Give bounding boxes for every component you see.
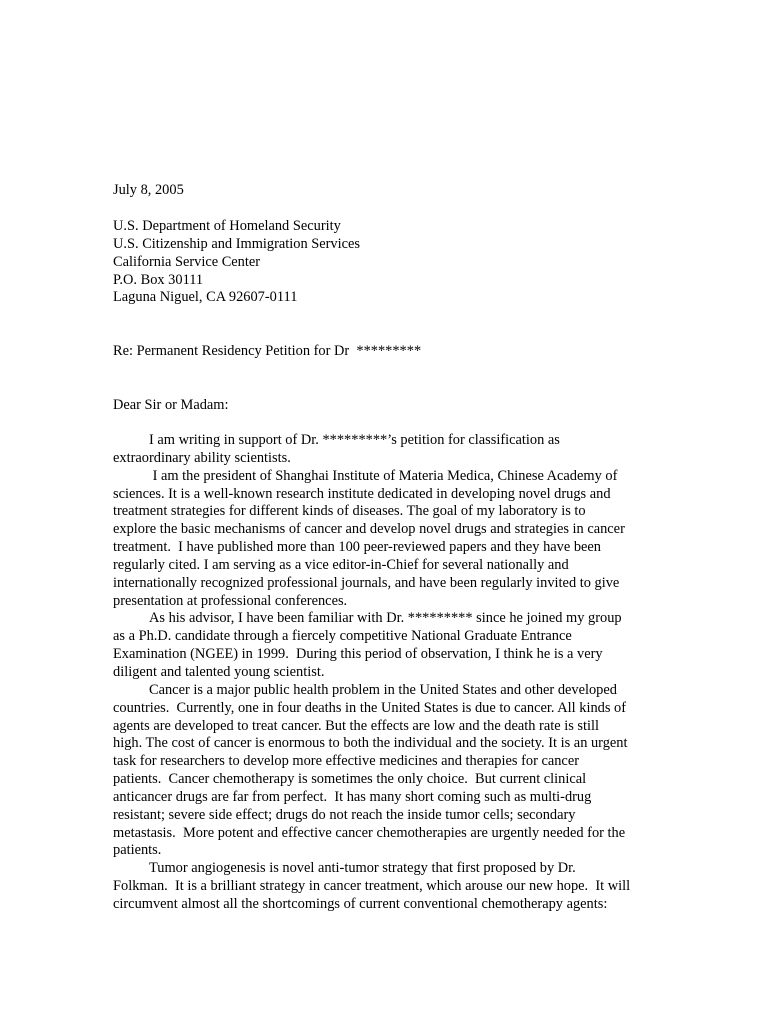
date-line: July 8, 2005 [113,182,184,198]
salutation-line: Dear Sir or Madam: [113,397,229,413]
body-line: anticancer drugs are far from perfect. It has many short coming such as multi-drug [113,788,592,805]
body-paragraph-1 [113,432,658,468]
body-line: high. The cost of cancer is enormous to both the individual and the society. It is an urgent [113,735,628,752]
address-line: Laguna Niguel, CA 92607-0111 [113,289,298,306]
letter-salutation [113,397,658,415]
recipient-address [113,218,658,307]
body-line: sciences. It is a well-known research institute dedicated in developing novel drugs and [113,485,611,502]
body-line: As his advisor, I have been familiar with Dr. ********* since he joined my group [149,610,622,627]
body-paragraph-2 [113,468,658,611]
body-line: I am writing in support of Dr. *********’s petition for classification as [149,432,560,448]
body-line: Folkman. It is a brilliant strategy in cancer treatment, which arouse our new hope. It will [113,878,631,895]
address-line: U.S. Citizenship and Immigration Services [113,235,361,252]
body-line: regularly cited. I am serving as a vice editor-in-Chief for several nationally and [113,556,569,573]
body-line: Examination (NGEE) in 1999. During this period of observation, I think he is a very [113,646,603,663]
body-line: patients. [113,842,162,859]
letter-subject [113,343,658,361]
body-line: I am the president of Shanghai Institute of Materia Medica, Chinese Academy of [149,467,618,484]
body-line: presentation at professional conferences. [113,592,348,609]
body-line: explore the basic mechanisms of cancer and develop novel drugs and strategies in cancer [113,521,625,538]
address-line: U.S. Department of Homeland Security [113,218,341,234]
body-line: treatment strategies for different kinds of diseases. The goal of my laboratory is to [113,503,586,520]
subject-line: Re: Permanent Residency Petition for Dr ********* [113,343,422,359]
body-line: internationally recognized professional journals, and have been regularly invited to give [113,574,620,591]
letter-body [113,432,658,914]
body-line: Tumor angiogenesis is novel anti-tumor strategy that first proposed by Dr. [149,860,576,877]
body-line: metastasis. More potent and effective cancer chemotherapies are urgently needed for the [113,824,626,841]
body-line: as a Ph.D. candidate through a fiercely competitive National Graduate Entrance [113,628,572,645]
body-paragraph-5 [113,860,658,914]
body-paragraph-4 [113,682,658,860]
body-line: resistant; severe side effect; drugs do not reach the inside tumor cells; secondary [113,806,576,823]
body-line: extraordinary ability scientists. [113,449,291,466]
address-line: California Service Center [113,253,261,270]
body-line: circumvent almost all the shortcomings of current conventional chemotherapy agents: [113,895,608,912]
body-line: diligent and talented young scientist. [113,663,325,680]
body-line: patients. Cancer chemotherapy is sometimes the only choice. But current clinical [113,771,587,788]
body-line: Cancer is a major public health problem in the United States and other developed [149,681,617,698]
body-line: countries. Currently, one in four deaths in the United States is due to cancer. All kinds of [113,699,627,716]
body-line: task for researchers to develop more effective medicines and therapies for cancer [113,753,580,770]
letter-date [113,182,658,200]
address-line: P.O. Box 30111 [113,271,204,288]
body-line: treatment. I have published more than 100 peer-reviewed papers and they have been [113,539,601,556]
body-line: agents are developed to treat cancer. But the effects are low and the death rate is still [113,717,600,734]
body-paragraph-3 [113,610,658,681]
